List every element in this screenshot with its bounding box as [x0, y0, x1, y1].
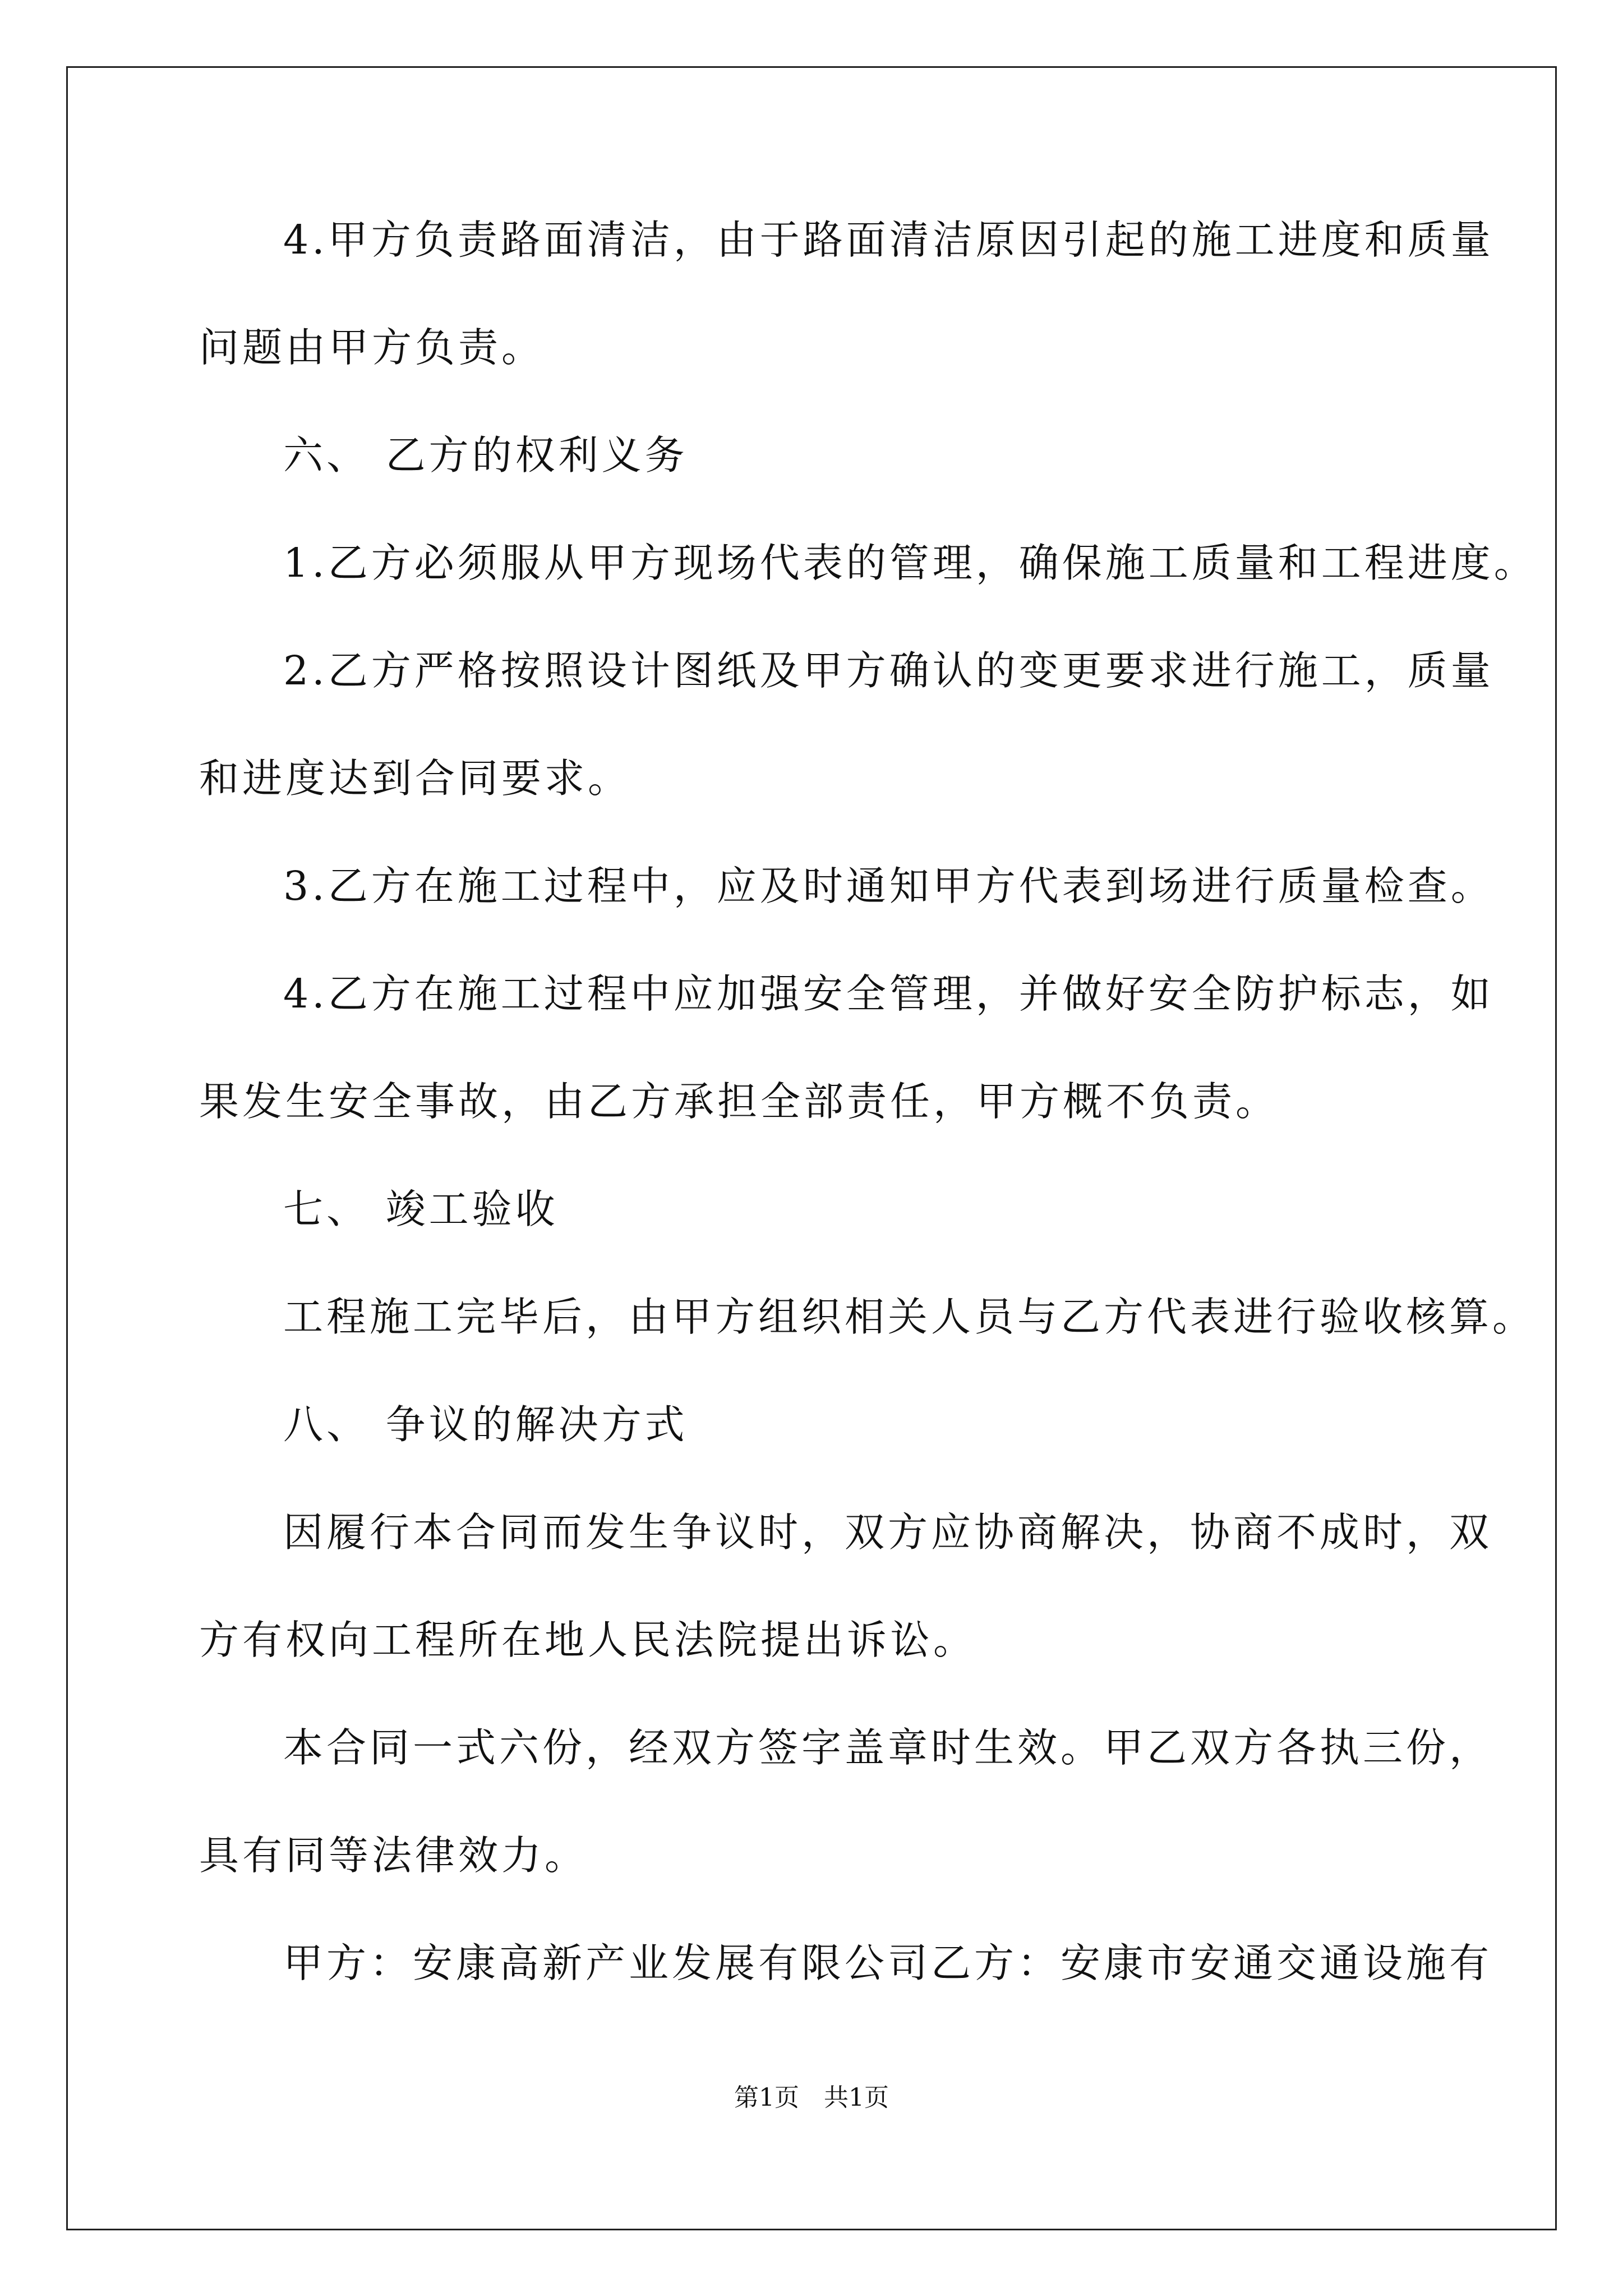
clause-6-4: 4.乙方在施工过程中应加强安全管理，并做好安全防护标志，如	[283, 970, 1494, 1017]
section-7-body: 工程施工完毕后，由甲方组织相关人员与乙方代表进行验收核算。	[283, 1294, 1536, 1340]
section-8-body-cont: 方有权向工程所在地人民法院提出诉讼。	[199, 1617, 977, 1663]
section-8-heading: 八、 争议的解决方式	[283, 1401, 688, 1448]
clause-4-party-a-cleaning-cont: 问题由甲方负责。	[199, 324, 545, 371]
section-8-body: 因履行本合同而发生争议时，双方应协商解决，协商不成时，双	[283, 1509, 1493, 1556]
document-body	[199, 213, 1537, 2044]
signature-parties-line: 甲方：安康高新产业发展有限公司乙方：安康市安通交通设施有	[283, 1940, 1493, 1986]
section-7-heading: 七、 竣工验收	[283, 1186, 559, 1232]
clause-6-2: 2.乙方严格按照设计图纸及甲方确认的变更要求进行施工，质量	[283, 647, 1494, 694]
copies-clause: 本合同一式六份，经双方签字盖章时生效。甲乙双方各执三份，	[283, 1724, 1493, 1771]
copies-clause-cont: 具有同等法律效力。	[199, 1832, 588, 1879]
clause-6-3: 3.乙方在施工过程中，应及时通知甲方代表到场进行质量检查。	[283, 863, 1494, 909]
clause-6-1: 1.乙方必须服从甲方现场代表的管理，确保施工质量和工程进度。	[283, 540, 1537, 586]
section-6-heading: 六、 乙方的权利义务	[283, 432, 688, 478]
page-number-footer: 第1页 共1页	[734, 2083, 889, 2112]
clause-6-2-cont: 和进度达到合同要求。	[199, 755, 631, 802]
clause-4-party-a-cleaning: 4.甲方负责路面清洁，由于路面清洁原因引起的施工进度和质量	[283, 217, 1494, 263]
clause-6-4-cont: 果发生安全事故，由乙方承担全部责任，甲方概不负责。	[199, 1078, 1279, 1125]
